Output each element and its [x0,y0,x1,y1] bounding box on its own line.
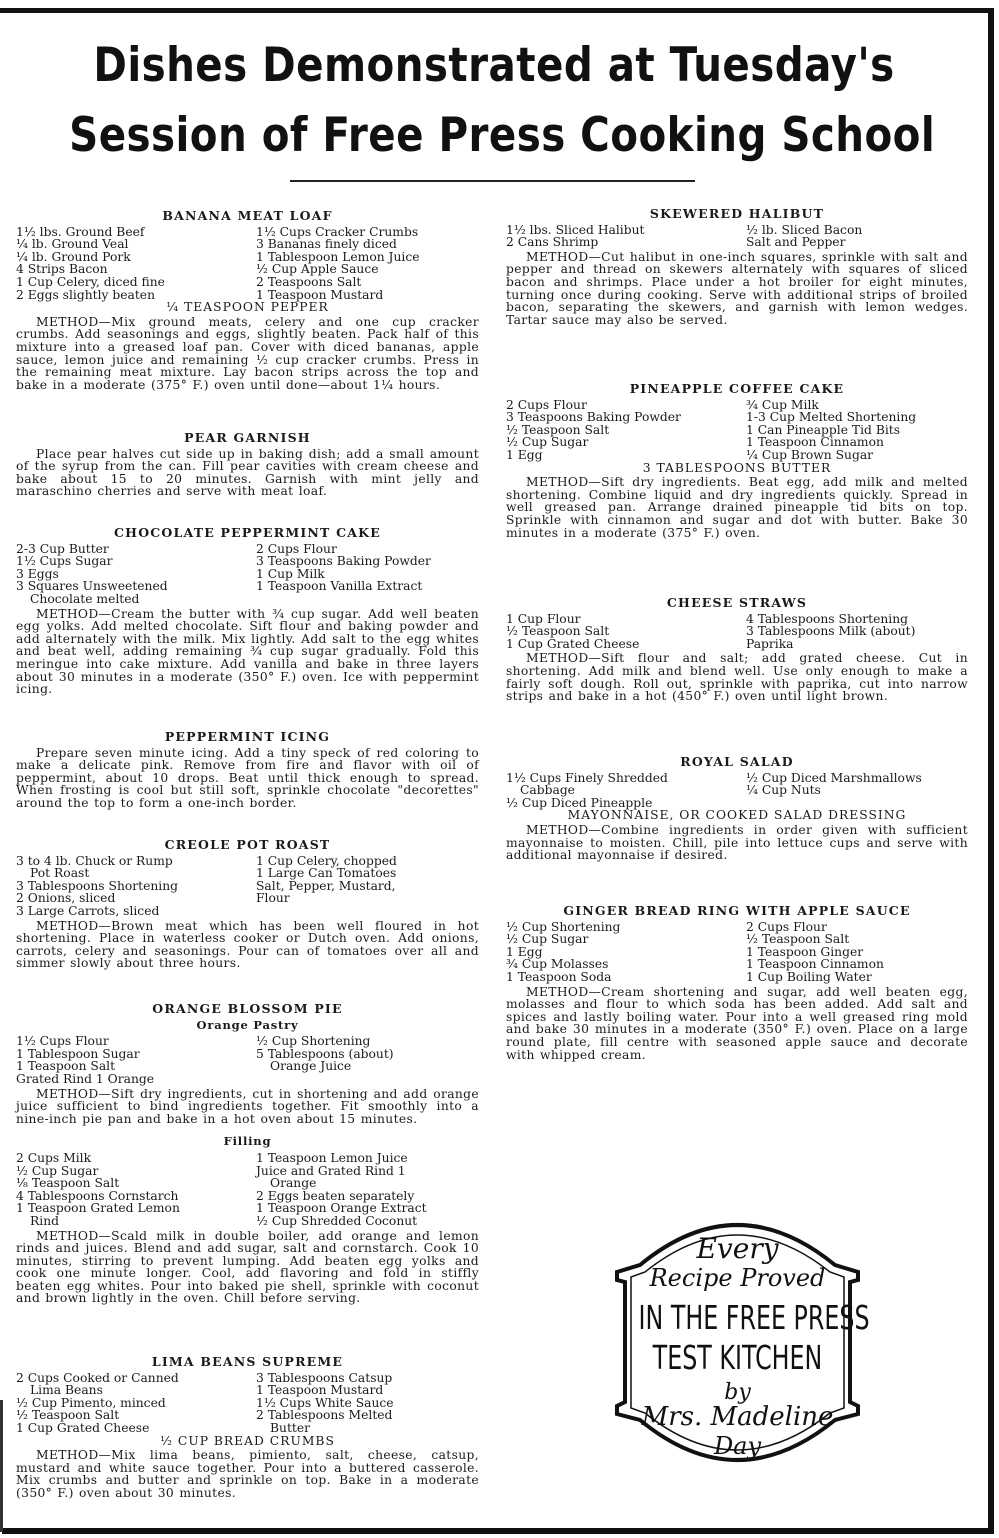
ingredient-column [506,772,746,810]
ingredient-item: Rind [30,1213,59,1228]
ingredient-item: ½ Teaspoon Salt [506,624,610,639]
ingredient-item: ½ Cup Shortening [256,1034,371,1049]
ingredient-item: 1 Teaspoon Soda [506,969,612,984]
ingredient-item: 2 Cans Shrimp [506,235,599,250]
ingredient-item: 3 Eggs [16,566,59,581]
recipe-title: ROYAL SALAD [680,754,794,769]
recipe-title: ORANGE BLOSSOM PIE [152,1001,343,1016]
border-bottom [2,1528,994,1534]
ingredients [506,399,968,462]
ingredient-item: 1½ Cups Sugar [16,554,113,569]
ingredient-item: Butter [270,1420,310,1435]
ingredient-item: 3 Teaspoons Baking Powder [256,554,431,569]
ingredient-column [16,1035,256,1085]
subtitle-orange-pastry: Orange Pastry [196,1017,299,1032]
border-left [0,1400,3,1532]
ingredient-column [746,399,968,462]
method-pastry: METHOD—Sift dry ingredients, cut in shortening and add orange juice sufficient to bind ingredients together. Fit smoothly into a nine-inch pie pan and bake in a hot oven about 15 minutes. [16,1086,479,1126]
ingredient-item: Orange Juice [270,1059,352,1074]
recipe-title: PEPPERMINT ICING [164,729,331,744]
ingredient-item: ½ Cup Apple Sauce [256,262,379,277]
ingredient-column [256,1152,479,1228]
ingredient-item: 2 Teaspoons Salt [256,274,362,289]
ingredient-item: ¼ Cup Brown Sugar [746,447,874,462]
badge-author-name: Mrs. Madeline [641,1402,834,1432]
ingredient-item: 1 Egg [506,944,543,959]
ingredient-column [256,1372,479,1435]
ingredient-item: ½ Cup Diced Marshmallows [746,770,922,785]
ingredient-item: 3 Tablespoons Shortening [16,878,179,893]
ingredient-column [746,772,968,810]
ingredient-item: 1½ Cups Finely Shredded [506,770,668,785]
recipe-peppermint-icing [16,731,479,810]
ingredient-item: ½ Cup Sugar [506,435,589,450]
ingredient-column [16,1152,256,1228]
ingredient-item: 2 Cups Cooked or Canned [16,1370,179,1385]
ingredient-column [506,613,746,651]
extra-ingredient: MAYONNAISE, OR COOKED SALAD DRESSING [567,808,907,823]
ingredient-item: 1 Teaspoon Lemon Juice [256,1150,408,1165]
ingredient-column [746,921,968,984]
ingredient-item: 4 Strips Bacon [16,262,108,277]
ingredient-item: 2 Cups Flour [256,541,337,556]
ingredient-item: Chocolate melted [30,591,140,606]
ingredient-item: 4 Tablespoons Cornstarch [16,1188,179,1203]
ingredient-item: 4 Tablespoons Shortening [746,611,909,626]
ingredient-column [746,613,968,651]
ingredient-item: ¼ lb. Ground Veal [16,237,129,252]
ingredient-item: 2 Eggs beaten separately [256,1188,415,1203]
ingredient-item: Paprika [746,636,794,651]
ingredient-item: 3 Tablespoons Milk (about) [746,624,916,639]
ingredient-item: 1 Cup Celery, chopped [256,853,397,868]
ingredient-column [16,543,256,606]
ingredient-column [256,855,479,918]
ingredient-item: 3 Teaspoons Baking Powder [506,410,681,425]
recipe-orange-blossom-pie [16,1003,479,1305]
ingredient-item: Salt and Pepper [746,235,846,250]
ingredient-item: ½ Cup Pimento, minced [16,1395,166,1410]
ingredient-item: 1 Teaspoon Mustard [256,1383,384,1398]
subtitle-filling: Filling [223,1134,272,1149]
recipe-cheese-straws [506,597,968,703]
ingredient-item: 1 Teaspoon Cinnamon [746,435,884,450]
ingredient-column [256,226,479,302]
badge-by: by [724,1380,751,1405]
ingredient-item: 1½ Cups Flour [16,1034,109,1049]
ingredient-item: 1 Tablespoon Sugar [16,1046,140,1061]
recipe-title: LIMA BEANS SUPREME [151,1354,344,1369]
ingredient-item: Orange [270,1176,317,1191]
ingredient-column [746,224,968,249]
ingredient-item: 1 Teaspoon Orange Extract [256,1201,427,1216]
ingredient-item: 3 Bananas finely diced [256,237,397,252]
ingredient-column [506,224,746,249]
border-right [988,8,994,1532]
ingredient-item: 1 Teaspoon Grated Lemon [16,1201,180,1216]
ingredient-item: 1 Tablespoon Lemon Juice [256,249,420,264]
ingredients [506,613,968,651]
method: METHOD—Mix lima beans, pimiento, salt, cheese, catsup, mustard and white sauce together. Pour into a buttered casserole. Mix crumbs and butter and sprinkle on top. Bake in a moderate (350° F.) oven about 30 minutes. [16,1448,479,1500]
ingredient-item: ½ Teaspoon Salt [746,932,850,947]
ingredient-item: 2 Cups Milk [16,1150,92,1165]
ingredient-item: 1 Teaspoon Ginger [746,944,864,959]
ingredient-item: 3 Tablespoons Catsup [256,1370,393,1385]
ingredient-column [256,1035,479,1085]
ingredient-item: ½ Teaspoon Salt [16,1408,120,1423]
ingredient-item: 2 Onions, sliced [16,891,116,906]
method: METHOD—Mix ground meats, celery and one cup cracker crumbs. Add seasonings and eggs, slightly beaten. Pack half of this mixture into a greased loaf pan. Cover with diced bananas, apple sauce, lemon juice and remaining ½ cup cracker crumbs. Press in the remaining meat mixture. Lay bacon strips across the top and bake in a moderate (375° F.) oven until done—about 1¼ hours. [16,314,479,392]
ingredients-filling [16,1152,479,1228]
ingredient-item: ½ Teaspoon Salt [506,422,610,437]
ingredient-column [256,543,479,606]
ingredient-item: 5 Tablespoons (about) [256,1046,394,1061]
recipe-ginger-bread-ring [506,905,968,1061]
ingredients [16,1372,479,1435]
ingredient-item: ¾ Cup Molasses [506,957,609,972]
method: METHOD—Cream shortening and sugar, add well beaten egg, molasses and flour to which soda has been added. Add salt and spices and lastly boiling water. Pour into a well greased ring mold and bake 30 minutes in a moderate (350° F.) oven. Place on a large round plate, fill centre with seasoned apple sauce and decorate with whipped cream. [506,984,968,1062]
ingredients [506,772,968,810]
ingredient-item: 1 Teaspoon Vanilla Extract [256,579,423,594]
method: Prepare seven minute icing. Add a tiny speck of red coloring to make a delicate pink. Remove from fire and flavor with oil of peppermint, about 10 drops. Beat until thick enough to spread. When frosting is cool but still soft, sprinkle chocolate "decorettes" around the top to form a one-inch border. [16,745,479,810]
ingredient-item: ¾ Cup Milk [746,397,819,412]
ingredient-item: 1 Cup Grated Cheese [16,1420,150,1435]
ingredient-column [506,921,746,984]
ingredients [506,224,968,249]
ingredients [506,921,968,984]
ingredient-item: 1 Can Pineapple Tid Bits [746,422,901,437]
headline-rule [290,180,695,182]
recipe-pineapple-coffee-cake [506,383,968,539]
ingredient-item: Grated Rind 1 Orange [16,1071,155,1086]
extra-ingredient: ¼ TEASPOON PEPPER [166,300,329,315]
ingredient-item: 2 Cups Flour [506,397,587,412]
ingredient-item: 1 Cup Milk [256,566,325,581]
ingredient-item: ½ Cup Shredded Coconut [256,1213,418,1228]
ingredient-item: 1½ lbs. Sliced Halibut [506,222,645,237]
method: METHOD—Brown meat which has been well floured in hot shortening. Place in waterless cooker or Dutch oven. Add onions, carrots, celery and seasonings. Pour can of tomatoes over all and simmer slowly about three hours. [16,918,479,971]
method: METHOD—Sift dry ingredients. Beat egg, add milk and melted shortening. Combine liquid and dry ingredients quickly. Spread in well greased pan. Arrange drained pineapple tid bits on top. Sprinkle with cinnamon and sugar and dot with butter. Bake 30 minutes in a moderate (375° F.) oven. [506,475,968,540]
method: METHOD—Cut halibut in one-inch squares, sprinkle with salt and pepper and thread on skewers alternately with squares of sliced bacon and shrimps. Place under a hot broiler for eight minutes, turning once during cooking. Serve with additional strips of broiled bacon, separating the skewers, and garnish with lemon wedges. Tartar sauce may also be served. [506,249,968,327]
ingredient-item: 1 Teaspoon Salt [16,1059,116,1074]
recipe-lima-beans-supreme [16,1356,479,1500]
extra-ingredient: ½ CUP BREAD CRUMBS [160,1433,335,1448]
badge-author-surname: Day [713,1432,762,1460]
ingredient-item: 1½ Cups Cracker Crumbs [256,224,419,239]
ingredient-item: 1 Egg [506,447,543,462]
ingredient-item: ¼ lb. Ground Pork [16,249,131,264]
ingredient-item: Juice and Grated Rind 1 [256,1163,406,1178]
method: Place pear halves cut side up in baking dish; add a small amount of the syrup from the can. Fill pear cavities with cream cheese and bake about 15 to 20 minutes. Garnish with mint jelly and maraschino cherries and serve with meat loaf. [16,446,479,499]
recipe-title: PEAR GARNISH [184,430,311,445]
badge-every: Every [696,1232,779,1265]
ingredient-column [16,855,256,918]
recipe-title: CREOLE POT ROAST [164,837,331,852]
badge-recipe-proved: Recipe Proved [649,1264,826,1292]
recipe-royal-salad [506,756,968,862]
badge-free-press: IN THE FREE PRESS [638,1298,870,1337]
ingredient-item: ½ Cup Sugar [16,1163,99,1178]
headline-line-2: Session of Free Press Cooking School [69,108,936,163]
ingredient-item: Pot Roast [30,866,90,881]
ingredient-item: 1 Cup Boiling Water [746,969,872,984]
recipe-chocolate-peppermint-cake [16,527,479,696]
method: METHOD—Combine ingredients in order given with sufficient mayonnaise to moisten. Chill, pile into lettuce cups and serve with additional mayonnaise if desired. [506,822,968,863]
ingredients-pastry [16,1035,479,1085]
recipe-title: SKEWERED HALIBUT [649,206,825,221]
ingredient-item: 1½ Cups White Sauce [256,1395,394,1410]
ingredient-item: 3 Large Carrots, sliced [16,903,160,918]
ingredient-item: ⅛ Teaspoon Salt [16,1176,120,1191]
ingredient-item: ½ Cup Diced Pineapple [506,795,653,810]
ingredient-item: 2-3 Cup Butter [16,541,109,556]
ingredient-item: Salt, Pepper, Mustard, [256,878,396,893]
recipe-title: BANANA MEAT LOAF [162,208,333,223]
recipe-title: CHOCOLATE PEPPERMINT CAKE [114,525,381,540]
ingredient-item: 1½ lbs. Ground Beef [16,224,145,239]
ingredient-item: Lima Beans [30,1383,103,1398]
ingredient-item: 1-3 Cup Melted Shortening [746,410,917,425]
ingredient-item: Flour [256,891,290,906]
ingredient-item: 3 Squares Unsweetened [16,579,168,594]
headline-line-1: Dishes Demonstrated at Tuesday's [93,38,895,93]
ingredient-item: 1 Large Can Tomatoes [256,866,397,881]
ingredients [16,543,479,606]
ingredients [16,855,479,918]
ingredient-column [16,1372,256,1435]
ingredient-item: Cabbage [520,783,575,798]
badge-test-kitchen: TEST KITCHEN [652,1338,823,1377]
ingredient-item: 2 Cups Flour [746,919,827,934]
ingredient-column [506,399,746,462]
ingredient-item: 2 Eggs slightly beaten [16,287,155,302]
ingredient-item: ½ Cup Sugar [506,932,589,947]
ingredient-item: ½ lb. Sliced Bacon [746,222,863,237]
recipe-title: GINGER BREAD RING WITH APPLE SAUCE [563,903,911,918]
ingredient-item: 1 Teaspoon Cinnamon [746,957,884,972]
ingredient-item: 1 Cup Grated Cheese [506,636,640,651]
ingredient-column [16,226,256,302]
recipe-creole-pot-roast [16,839,479,970]
ingredient-item: ¼ Cup Nuts [746,783,821,798]
recipe-pear-garnish [16,432,479,498]
ingredient-item: 2 Tablespoons Melted [256,1408,393,1423]
ingredient-item: 3 to 4 lb. Chuck or Rump [16,853,173,868]
method: METHOD—Sift flour and salt; add grated cheese. Cut in shortening. Add milk and blend well. Use only enough to make a fairly soft dough. Roll out, sprinkle with paprika, cut into narrow strips and bake in a hot (450° F.) oven until light brown. [506,651,968,704]
ingredient-item: 1 Teaspoon Mustard [256,287,384,302]
ingredient-item: 1 Cup Celery, diced fine [16,274,165,289]
recipe-banana-meat-loaf [16,210,479,391]
recipe-title: CHEESE STRAWS [666,595,808,610]
ingredients [16,226,479,302]
method-filling: METHOD—Scald milk in double boiler, add orange and lemon rinds and juices. Blend and add sugar, salt and cornstarch. Cook 10 minutes, stirring to prevent lumping. Add beaten egg yolks and cook one minute longer. Cool, add flavoring and fold in stiffly beaten egg whites. Pour into baked pie shell, sprinkle with coconut and brown lightly in the oven. Chill before serving. [16,1228,479,1306]
recipe-title: PINEAPPLE COFFEE CAKE [629,381,845,396]
method: METHOD—Cream the butter with ¾ cup sugar. Add well beaten egg yolks. Add melted chocolate. Sift flour and baking powder and add alternately with the milk. Mix lightly. Add salt to the egg whites and beat well, adding remaining ¾ cup sugar gradually. Fold this meringue into cake mixture. Add vanilla and bake in three layers about 30 minutes in a moderate (350° F.) oven. Ice with peppermint icing. [16,606,479,697]
extra-ingredient: 3 TABLESPOONS BUTTER [642,460,832,475]
border-top [0,8,994,13]
ingredient-item: 1 Cup Flour [506,611,581,626]
recipe-skewered-halibut [506,208,968,326]
ingredient-item: ½ Cup Shortening [506,919,621,934]
test-kitchen-badge [600,1210,875,1475]
